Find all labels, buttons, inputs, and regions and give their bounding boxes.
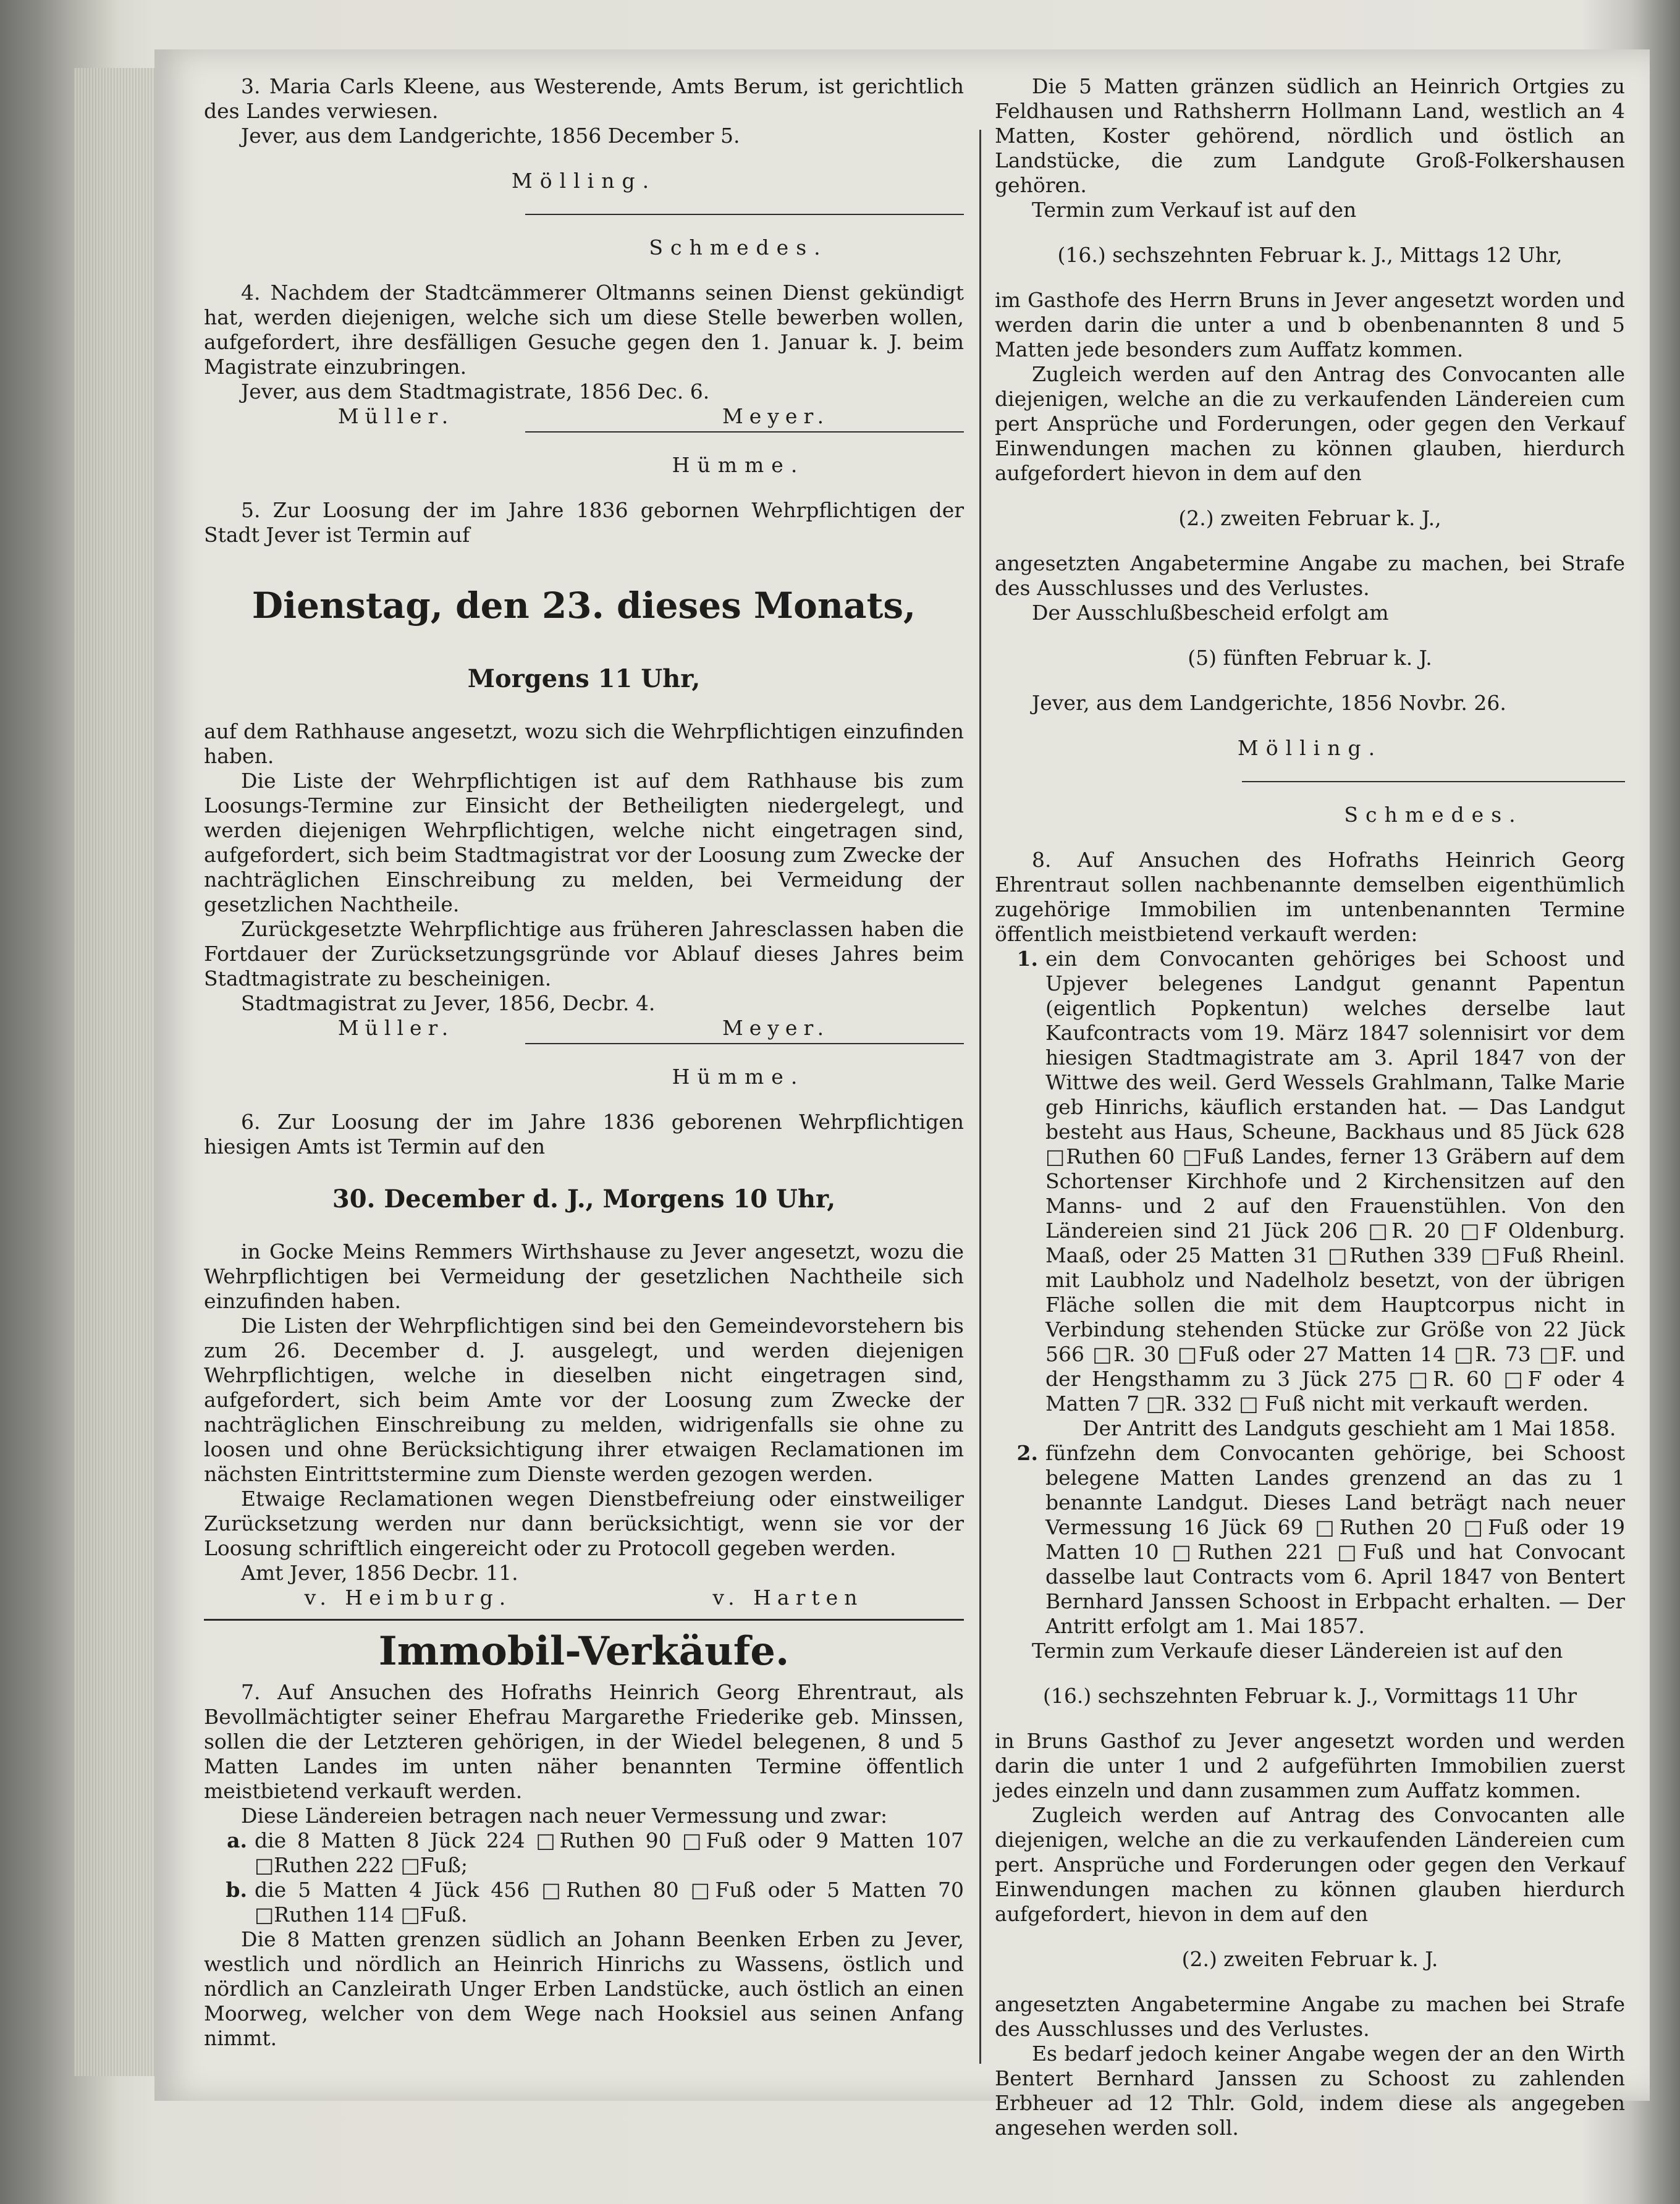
notice-7-text-2: Diese Ländereien betragen nach neuer Vermessung und zwar: [241,1804,888,1828]
notice-5-place: Stadtmagistrat zu Jever, 1856, Decbr. 4. [241,991,656,1015]
list-marker: a. [227,1828,247,1852]
notice-7c-text-4: Zugleich werden auf den Antrag des Convocanten alle diejenigen, welche an die zu verkaufenden Ländereien cum pert Ansprüche und Forderungen, oder gegen den Verkauf Einwendungen machen zu können glauben, hierdurch aufgefordert hievon in dem auf den [995,362,1625,485]
signature-rule [525,214,964,215]
notice-8-date-2: (2.) zweiten Februar k. J. [1181,1947,1438,1971]
notice-4 [204,281,964,478]
signature-rule [525,1043,964,1044]
notice-7-text: 7. Auf Ansuchen des Hofraths Heinrich Georg Ehrentraut, als Bevollmächtigter seiner Ehefrau Margarethe Friederike geb. Minssen, sollen die der Letzteren gehörigen, in der Wiedel belegenen, 8 und 5 Matten Landes im unten näher benannten Termine öffentlich meistbietend verkauft werden. [204,1680,964,1803]
notice-5 [204,498,964,1089]
notice-6-signatures [204,1585,964,1610]
notice-8-text-3: in Bruns Gasthof zu Jever angesetzt worden und werden darin die unter 1 und 2 aufgeführten Immobilien zuerst jedes einzeln und dann zusammen zum Auffatz kommen. [995,1729,1625,1802]
notice-7-text-3: Die 8 Matten grenzen südlich an Johann Beenken Erben zu Jever, westlich und nördlich an Heinrich Hinrichs zu Wassens, östlich und nördlich an Canzleirath Unger Erben Landstücke, auch östlich an einen Moorweg, welcher von dem Wege nach Hooksiel aus seinen Anfang nimmt. [204,1927,964,2050]
notice-7c-text-2: Termin zum Verkauf ist auf den [1032,198,1357,222]
list-item-text: fünfzehn dem Convocanten gehörige, bei Schoost belegene Matten Landes grenzend an das zu 1 benannte Landgut. Dieses Land beträgt nach neuer Vermessung 16 Jück 69 □Ruthen 20 □Fuß oder 19 Matten 10 □Ruthen 221 □Fuß und hat Convocant dasselbe laut Contracts vom 6. April 1847 von Bentert Bernhard Janssen Schoost in Erbpacht erhalten. — Der Antritt erfolgt am 1. Mai 1857. [1045,1441,1625,1638]
notice-5-text-3: Die Liste der Wehrpflichtigen ist auf dem Rathhause bis zum Loosungs-Termine zur Einsicht der Betheiligten niedergelegt, und werden diejenigen Wehrpflichtigen, welche nicht eingetragen sind, aufgefordert, sich beim Stadtmagistrat vor der Loosung zum Zwecke der nachträglichen Einschreibung zu melden, bei Vermeidung der gesetzlichen Nachtheile. [204,769,964,916]
notice-6-text-2: in Gocke Meins Remmers Wirthshause zu Jever angesetzt, wozu die Wehrpflichtigen bei Vermeidung der gesetzlichen Nachtheile sich einzufinden haben. [204,1239,964,1313]
right-column [995,74,1625,2140]
notice-8-text-5: angesetzten Angabetermine Angabe zu machen bei Strafe des Ausschlusses und des Verlustes. [995,1992,1625,2041]
notice-7c-text-6: Der Ausschlußbescheid erfolgt am [1032,601,1389,625]
list-item [204,1878,964,1927]
signature: Mölling. [1237,736,1383,760]
notice-7-continued [995,74,1625,827]
list-item [995,947,1625,1416]
list-marker: 1. [1016,947,1038,971]
notice-6-place: Amt Jever, 1856 Decbr. 11. [241,1561,518,1585]
notice-3-signature: Mölling. [511,169,657,193]
list-item-text: die 8 Matten 8 Jück 224 □Ruthen 90 □Fuß oder 9 Matten 107 □Ruthen 222 □Fuß; [255,1828,964,1877]
list-marker: b. [226,1878,247,1902]
signature: v. Harten [712,1585,864,1610]
notice-6-text-4: Etwaige Reclamationen wegen Dienstbefreiung oder einstweiliger Zurücksetzung werden nur dann berücksichtigt, wenn sie vor der Loosung schriftlich eingereicht oder zu Protocoll gegeben werden. [204,1487,964,1560]
notice-3-text: 3. Maria Carls Kleene, aus Westerende, Amts Berum, ist gerichtlich des Landes verwiesen. [204,74,964,123]
notice-4-place: Jever, aus dem Stadtmagistrate, 1856 Dec. 6. [241,379,710,403]
notice-8-text-4: Zugleich werden auf Antrag des Convocanten alle diejenigen, welche an die zu verkaufenden Ländereien cum pert. Ansprüche und Forderungen oder gegen den Verkauf Einwendungen machen zu können glauben hierdurch aufgefordert, hievon in dem auf den [995,1803,1625,1926]
notice-5-text: 5. Zur Loosung der im Jahre 1836 gebornen Wehrpflichtigen der Stadt Jever ist Termin auf [204,498,964,547]
notice-8-date: (16.) sechszehnten Februar k. J., Vormittags 11 Uhr [1043,1684,1577,1708]
notice-7c-date: (16.) sechszehnten Februar k. J., Mittags 12 Uhr, [1057,243,1563,267]
signature: Meyer. [722,404,830,428]
notice-7c-text-3: im Gasthofe des Herrn Bruns in Jever angesetzt worden und werden darin die unter a und b obenbenannten 8 und 5 Matten jede besonders zum Auffatz kommen. [995,288,1625,361]
notice-8-text: 8. Auf Ansuchen des Hofraths Heinrich Georg Ehrentraut sollen nachbenannte demselben eigenthümlich zugehörige Immobilien im untenbenannten Termine öffentlich meistbietend verkauft werden: [995,848,1625,946]
signature: Müller. [337,1016,455,1040]
notice-7c-date-2: (2.) zweiten Februar k. J., [1178,506,1442,530]
notice-6-text-3: Die Listen der Wehrpflichtigen sind bei den Gemeindevorstehern bis zum 26. December d. J. ausgelegt, und werden diejenigen Wehrpflichtigen, welche in dieselben nicht eingetragen sind, aufgefordert, sich beim Amte vor der Loosung zum Zwecke der nachträglichen Einschreibung zu melden, widrigenfalls sie ohne zu loosen und ohne Berücksichtigung ihrer etwaigen Reclamationen im nächsten Eintrittstermine zum Dienste werden gezogen werden. [204,1314,964,1486]
list-item-text: ein dem Convocanten gehöriges bei Schoost und Upjever belegenes Landgut genannt Papentun (eigentlich Popkentun) welches derselbe laut Kaufcontracts vom 19. März 1847 solennisirt vor dem hiesigen Stadtmagistrate am 3. April 1847 von der Wittwe des weil. Gerd Wessels Grahlmann, Talke Marie geb Hinrichs, käuflich erstanden hat. — Das Landgut besteht aus Haus, Scheune, Backhaus und 85 Jück 628 □Ruthen 60 □Fuß Landes, ferner 13 Gräbern auf dem Schortenser Kirchhofe und 2 Kirchensitzen auf den Manns- und 2 auf den Frauenstühlen. Von den Ländereien sind 21 Jück 206 □R. 20 □F Oldenburg. Maaß, oder 25 Matten 31 □Ruthen 339 □Fuß Rheinl. mit Laubholz und Nadelholz besetzt, von der übrigen Fläche sollen die mit dem Hauptcorpus nicht in Verbindung stehenden Stücke zur Größe von 22 Jück 566 □R. 30 □Fuß oder 27 Matten 14 □R. 73 □F. und der Hengsthamm zu 3 Jück 275 □R. 60 □F oder 4 Matten 7 □R. 332 □ Fuß nicht mit verkauft werden. [1045,947,1625,1416]
notice-8 [995,848,1625,2140]
signature: Hümme. [672,453,805,477]
notice-8-item-1-note: Der Antritt des Landguts geschieht am 1 Mai 1858. [1083,1416,1616,1440]
notice-5-date: Dienstag, den 23. dieses Monats, [251,585,916,627]
notice-5-signatures [204,1016,964,1041]
signature: Hümme. [672,1065,805,1089]
notice-4-signatures [204,404,964,429]
notice-7c-text: Die 5 Matten gränzen südlich an Heinrich Ortgies zu Feldhausen und Rathsherrn Hollmann Land, westlich an 4 Matten, Koster gehörend, nördlich und östlich an Landstücke, die zum Landgute Groß-Folkershausen gehören. [995,74,1625,197]
signature: Meyer. [722,1016,830,1040]
signature: Schmedes. [1344,803,1523,827]
signature-rule [1242,781,1625,782]
notice-8-text-2: Termin zum Verkaufe dieser Ländereien ist auf den [1032,1639,1563,1663]
notice-6 [204,1110,964,1610]
left-column [204,74,964,2051]
notice-3-place: Jever, aus dem Landgerichte, 1856 December 5. [241,124,740,148]
signature-rule [525,431,964,433]
list-item [995,1441,1625,1639]
notice-5-text-4: Zurückgesetzte Wehrpflichtige aus früheren Jahresclassen haben die Fortdauer der Zurücksetzungsgründe vor Ablauf dieses Jahres beim Stadtmagistrate zu bescheinigen. [204,917,964,990]
notice-7c-place: Jever, aus dem Landgerichte, 1856 Novbr. 26. [1032,691,1506,715]
notice-8-text-6: Es bedarf jedoch keiner Angabe wegen der an den Wirth Bentert Bernhard Janssen zu Schoost zu zahlenden Erbheuer ad 12 Thlr. Gold, indem diese als angegeben angesehen werden soll. [995,2041,1625,2140]
notice-7c-date-3: (5) fünften Februar k. J. [1188,646,1432,670]
notice-5-time: Morgens 11 Uhr, [467,664,701,693]
list-marker: 2. [1016,1441,1038,1465]
notice-3-signature-2: Schmedes. [649,235,828,260]
notice-6-text: 6. Zur Loosung der im Jahre 1836 geborenen Wehrpflichtigen hiesigen Amts ist Termin auf den [204,1110,964,1159]
list-item [204,1828,964,1878]
notice-4-text: 4. Nachdem der Stadtcämmerer Oltmanns seinen Dienst gekündigt hat, werden diejenigen, welche sich um diese Stelle bewerben wollen, aufgefordert, ihre desfälligen Gesuche gegen den 1. Januar k. J. beim Magistrate einzubringen. [204,281,964,379]
notice-5-text-2: auf dem Rathhause angesetzt, wozu sich die Wehrpflichtigen einzufinden haben. [204,719,964,768]
signature: v. Heimburg. [304,1585,512,1610]
notice-3 [204,74,964,260]
signature: Müller. [337,404,455,428]
section-rule [204,1619,964,1621]
notice-6-date: 30. December d. J., Morgens 10 Uhr, [332,1184,836,1214]
notice-7 [204,1680,964,2051]
notice-7c-text-5: angesetzten Angabetermine Angabe zu machen, bei Strafe des Ausschlusses und des Verlustes. [995,551,1625,600]
column-divider [979,130,981,2064]
list-item-text: die 5 Matten 4 Jück 456 □Ruthen 80 □Fuß oder 5 Matten 70 □Ruthen 114 □Fuß. [255,1878,964,1927]
section-heading: Immobil-Verkäufe. [378,1628,790,1674]
